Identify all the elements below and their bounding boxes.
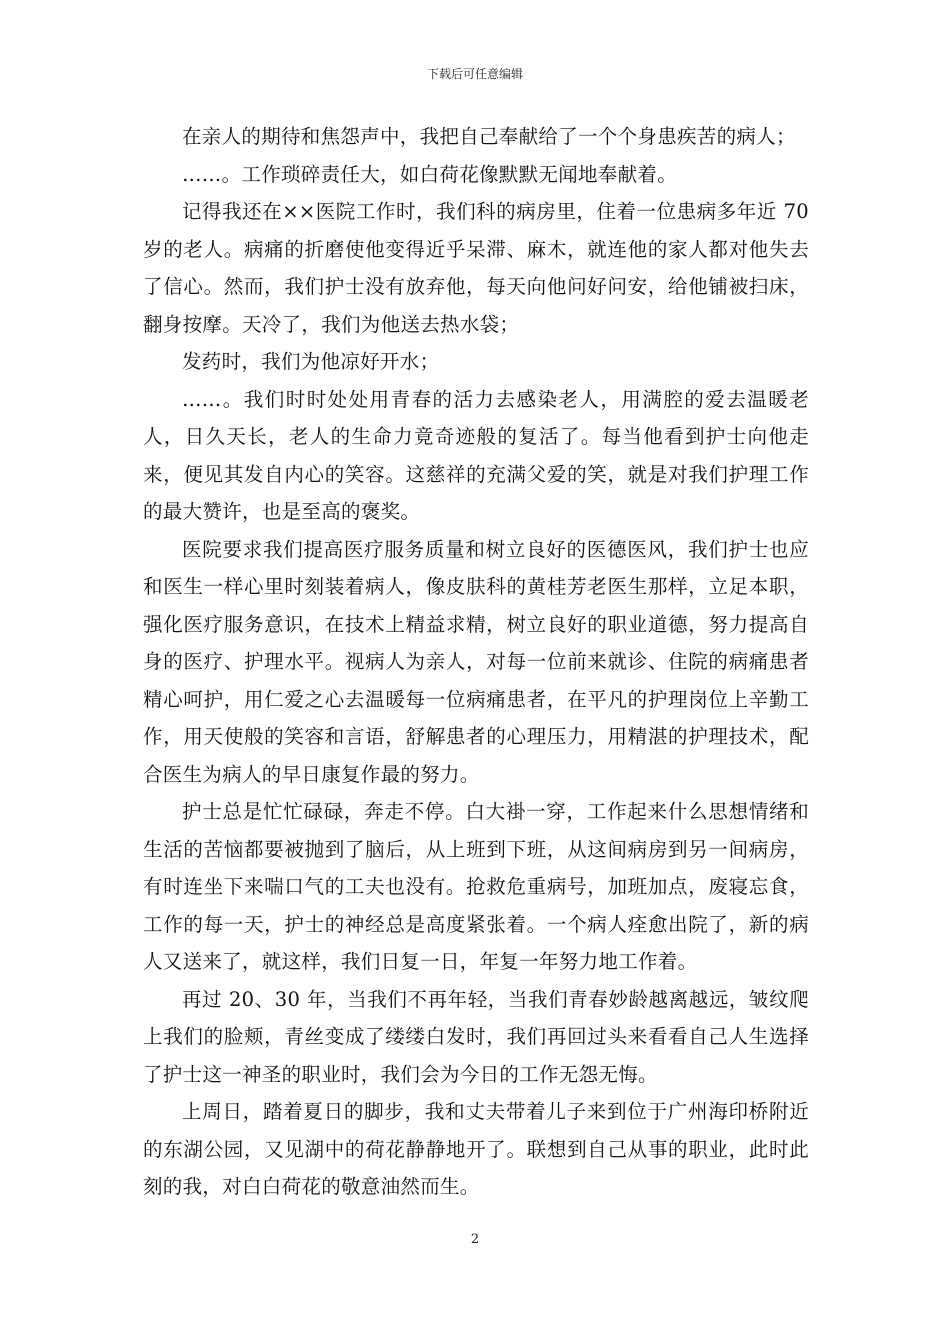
paragraph: 再过 20、30 年，当我们不再年轻，当我们青春妙龄越离越远，皱纹爬上我们的脸颊，青丝变成了缕缕白发时，我们再回过头来看看自己人生选择了护士这一神圣的职业时，我们会为今日的工作无怨无悔。 — [143, 987, 809, 1086]
document-body — [143, 118, 809, 1206]
paragraph: ……。我们时时处处用青春的活力去感染老人，用满腔的爱去温暖老人，日久天长，老人的生命力竟奇迹般的复活了。每当他看到护士向他走来，便见其发自内心的笑容。这慈祥的充满父爱的笑，就是对我们护理工作的最大赞许，也是至高的褒奖。 — [143, 387, 809, 523]
paragraph: 记得我还在××医院工作时，我们科的病房里，住着一位患病多年近 70 岁的老人。病痛的折磨使他变得近乎呆滞、麻木，就连他的家人都对他失去了信心。然而，我们护士没有放弃他，每天向他问好问安，给他铺被扫床，翻身按摩。天冷了，我们为他送去热水袋； — [143, 200, 809, 336]
paragraph: 在亲人的期待和焦怨声中，我把自己奉献给了一个个身患疾苦的病人； — [182, 125, 796, 148]
paragraph: 护士总是忙忙碌碌，奔走不停。白大褂一穿，工作起来什么思想情绪和生活的苦恼都要被抛到了脑后，从上班到下班，从这间病房到另一间病房，有时连坐下来喘口气的工夫也没有。抢救危重病号，加班加点，废寝忘食，工作的每一天，护士的神经总是高度紧张着。一个病人痊愈出院了，新的病人又送来了，就这样，我们日复一日，年复一年努力地工作着。 — [143, 800, 809, 973]
paragraph: ……。工作琐碎责任大，如白荷花像默默无闻地奉献着。 — [182, 162, 678, 186]
page-number: 2 — [470, 1232, 480, 1247]
page-header: 下载后可任意编辑 — [426, 67, 523, 81]
paragraph: 发药时，我们为他凉好开水； — [182, 350, 440, 373]
paragraph: 医院要求我们提高医疗服务质量和树立良好的医德医风，我们护士也应和医生一样心里时刻装着病人，像皮肤科的黄桂芳老医生那样，立足本职，强化医疗服务意识，在技术上精益求精，树立良好的职业道德，努力提高自身的医疗、护理水平。视病人为亲人，对每一位前来就诊、住院的病痛患者精心呵护，用仁爱之心去温暖每一位病痛患者，在平凡的护理岗位上辛勤工作，用天使般的笑容和言语，舒解患者的心理压力，用精湛的护理技术，配合医生为病人的早日康复作最的努力。 — [143, 537, 809, 786]
paragraph: 上周日，踏着夏日的脚步，我和丈夫带着儿子来到位于广州海印桥附近的东湖公园，又见湖中的荷花静静地开了。联想到自己从事的职业，此时此刻的我，对白白荷花的敬意油然而生。 — [143, 1100, 809, 1198]
